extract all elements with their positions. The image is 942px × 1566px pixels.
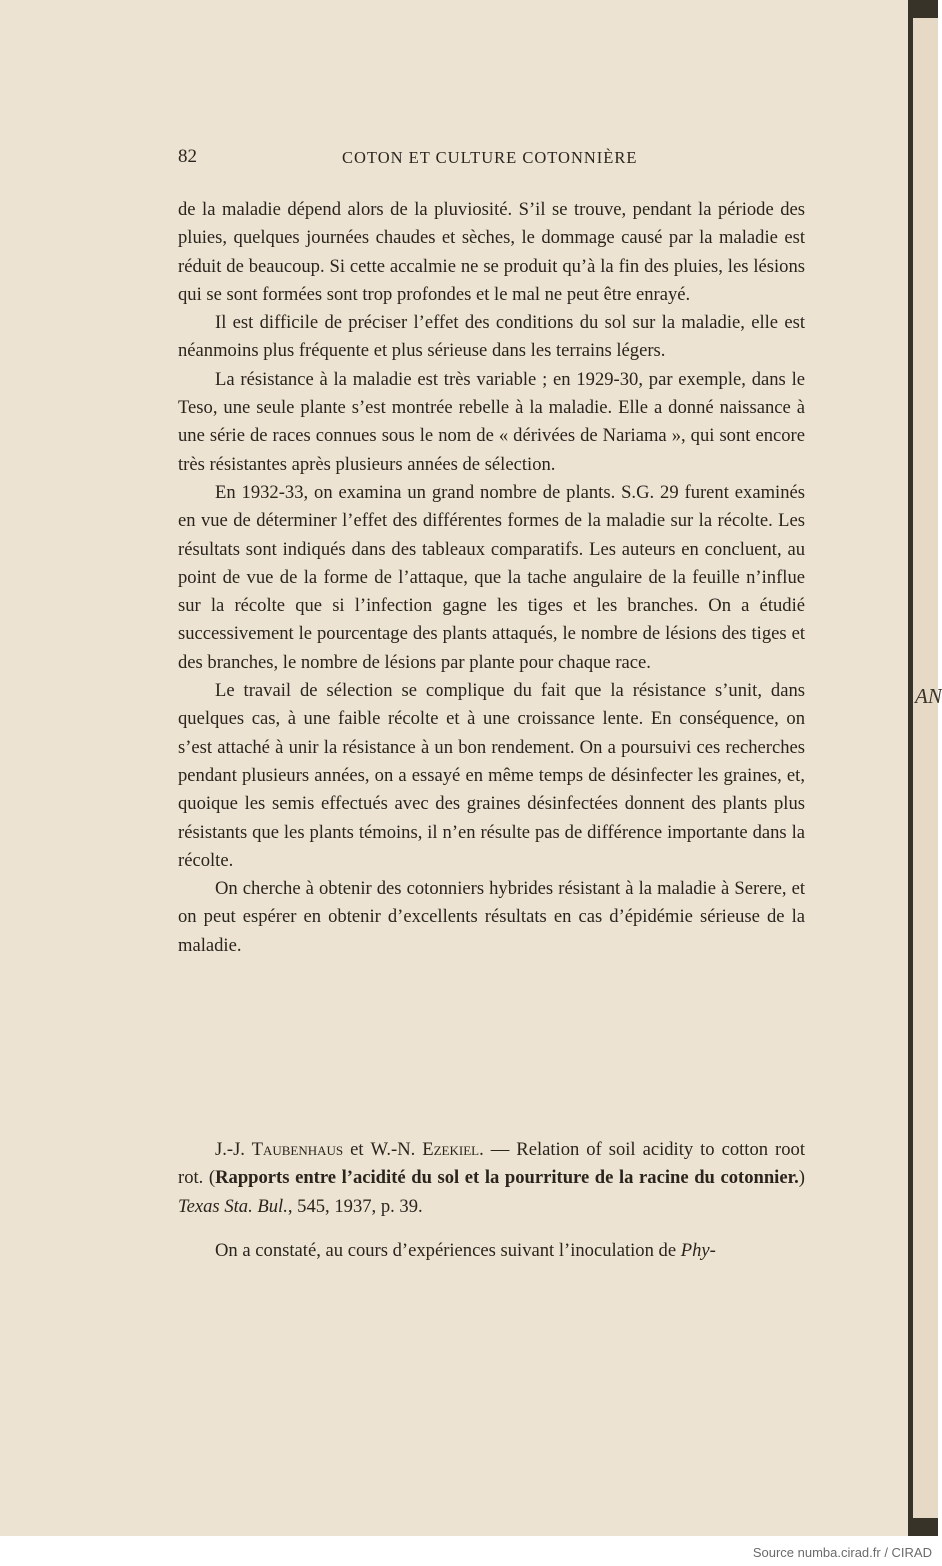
paragraph: La résistance à la maladie est très variable ; en 1929-30, par exemple, dans le Teso, une seule plante s’est montrée rebelle à la maladie. Elle a donné naissance à une série de races connues sous le nom de « dérivées de Nariama », qui sont encore très résistantes après plusieurs années de sélection.	[178, 368, 805, 475]
reference-details: , 545, 1937, p. 39.	[287, 1195, 423, 1217]
reference-close: )	[798, 1167, 805, 1189]
paragraph: En 1932-33, on examina un grand nombre de plants. S.G. 29 furent examinés en vue de déterminer l’effet des différentes formes de la maladie sur la récolte. Les résultats sont indiqués dans des tableaux comparatifs. Les auteurs en concluent, au point de vue de la forme de l’attaque, que la tache angulaire de la feuille n’influe sur la récolte que si l’infection gagne les tiges et les branches. On a étudié successivement le pourcentage des plants attaqués, le nombre de lésions des tiges et des branches, le nombre de lésions par plante pour chaque race.	[178, 481, 805, 673]
paragraph	[178, 1237, 805, 1265]
abstract-text: On a constaté, au cours d’expériences suivant l’inoculation de	[215, 1240, 681, 1261]
next-page-glimpse: AN	[915, 684, 942, 708]
next-page-edge	[913, 18, 938, 1518]
reference-title-en: . — Relation of soil acidity to cotton root rot. (	[178, 1139, 805, 1189]
page-number: 82	[178, 146, 197, 167]
reference-author: W.-N. Ezekiel	[370, 1139, 480, 1160]
paragraph: de la maladie dépend alors de la pluviosité. S’il se trouve, pendant la période des pluies, quelques journées chaudes et sèches, le dommage causé par la maladie est réduit de beaucoup. Si cette accalmie ne se produit qu’à la fin des pluies, les lésions qui se sont formées sont trop profondes et le mal ne peut être enrayé.	[178, 199, 805, 305]
reference-journal: Texas Sta. Bul.	[178, 1195, 288, 1217]
reference-author: J.-J. Taubenhaus	[215, 1139, 344, 1160]
paragraph: On cherche à obtenir des cotonniers hybrides résistant à la maladie à Serere, et on peut espérer en obtenir d’excellents résultats en cas d’épidémie sérieuse de la maladie.	[178, 878, 805, 956]
reference-connector: et	[343, 1139, 371, 1160]
reference-title-fr: Rapports entre l’acidité du sol et la pourriture de la racine du cotonnier.	[215, 1167, 799, 1189]
reference-entry	[178, 1136, 805, 1221]
body-text	[178, 196, 805, 960]
source-credit: Source numba.cirad.fr / CIRAD	[752, 1545, 932, 1560]
abstract-start	[178, 1237, 805, 1265]
running-head: COTON ET CULTURE COTONNIÈRE	[342, 148, 638, 167]
paragraph: Il est difficile de préciser l’effet des conditions du sol sur la maladie, elle est néanmoins plus fréquente et plus sérieuse dans les terrains légers.	[178, 312, 805, 362]
abstract-italic: Phy-	[680, 1240, 716, 1261]
bibliographic-reference	[178, 1136, 805, 1221]
paragraph: Le travail de sélection se complique du fait que la résistance s’unit, dans quelques cas, à une faible récolte et à une croissance lente. En conséquence, on s’est attaché à unir la résistance à un bon rendement. On a poursuivi ces recherches pendant plusieurs années, on a essayé en même temps de désinfecter les graines, et, quoique les semis effectués avec des graines désinfectées donnent des plants plus résistants que les plants témoins, il n’en résulte pas de différence importante dans la récolte.	[178, 680, 805, 871]
